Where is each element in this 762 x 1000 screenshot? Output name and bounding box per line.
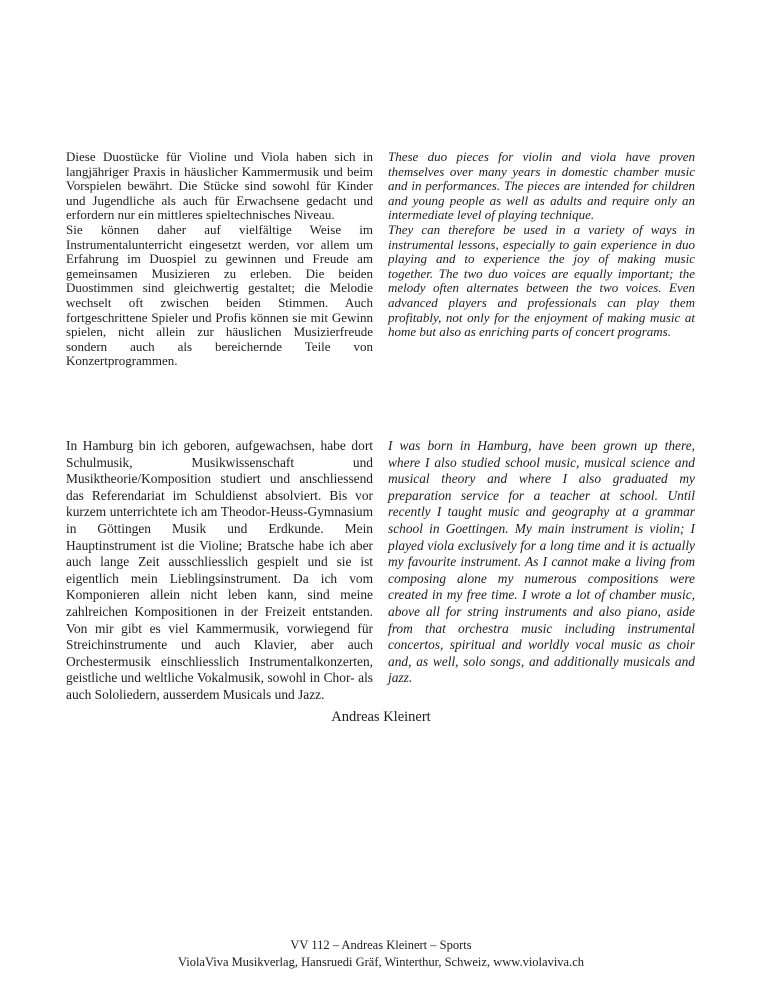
footer-catalog-line: VV 112 – Andreas Kleinert – Sports	[290, 938, 472, 952]
footer-publisher-line: ViolaViva Musikverlag, Hansruedi Gräf, Winterthur, Schweiz, www.violaviva.ch	[177, 955, 585, 969]
intro-german-paragraph-1: Diese Duostücke für Violine und Viola haben sich in langjähriger Praxis in häuslicher Kammermusik und beim Vorspielen bewährt. Die Stücke sind sowohl für Kinder und Jugendliche als auch für Erwachsene gedacht und erfordern nur ein mittleres spieltechnisches Niveau.	[66, 149, 373, 223]
intro-english-paragraph-2: They can therefore be used in a variety of ways in instrumental lessons, especially to gain experience in duo playing and to experience the joy of making music together. The two duo voices are equally important; the melody often alternates between the two voices. Even advanced players and professionals can play them profitably, not only for the enjoyment of making music at home but also as enriching parts of concert programs.	[388, 221, 695, 340]
intro-german-paragraph-2: Sie können daher auf vielfältige Weise im Instrumentalunterricht eingesetzt werden, vor allem um Erfahrung im Duospiel zu gewinnen und Freude am gemeinsamen Musizieren zu erleben. Die beiden Duostimmen sind gleichwertig gestaltet; die Melodie wechselt oft zwischen beiden Stimmen. Auch fortgeschrittene Spieler und Profis können sie mit Gewinn spielen, nicht allein zur häuslichen Musizierfreude sondern auch als bereichernde Teile von Konzertprogrammen.	[66, 221, 373, 369]
biography-german-column	[66, 438, 373, 704]
intro-german-column	[66, 150, 373, 369]
intro-english-column	[388, 150, 695, 369]
biography-english-paragraph: I was born in Hamburg, have been grown up there, where I also studied school music, musical science and musical theory and where I also graduated my preparation service for a teacher at school. Until recently I taught music and geography at a grammar school in Goettingen. My main instrument is violin; I played viola exclusively for a long time and it is actually my favourite instrument. As I cannot make a living from composing alone my numerous compositions were created in my free time. I wrote a lot of chamber music, above all for string instruments and also piano, aside from that orchestra music including instrumental concertos, spiritual and worldly vocal music as choir and, as well, solo songs, and additionally musicals and jazz.	[388, 438, 695, 686]
biography-german-paragraph: In Hamburg bin ich geboren, aufgewachsen, habe dort Schulmusik, Musikwissenschaft und Musiktheorie/Komposition studiert und anschliessend das Referendariat im Schuldienst absolviert. Bis vor kurzem unterrichtete ich am Theodor-Heuss-Gymnasium in Göttingen Musik und Erdkunde. Mein Hauptinstrument ist die Violine; Bratsche habe ich aber auch lange Zeit ausschliesslich gespielt und sie ist eigentlich mein Lieblingsinstrument. Da ich vom Komponieren allein nicht leben kann, sind meine zahlreichen Kompositionen in der Freizeit entstanden. Von mir gibt es viel Kammermusik, vorwiegend für Streichinstrumente und auch Klavier, aber auch Orchestermusik einschliesslich Instrumentalkonzerten, geistliche und weltliche Vokalmusik, sowohl in Chor- als auch Sololiedern, ausserdem Musicals und Jazz.	[66, 438, 373, 702]
biography-english-column	[388, 438, 695, 704]
author-signature: Andreas Kleinert	[331, 709, 431, 725]
intro-english-paragraph-1: These duo pieces for violin and viola have proven themselves over many years in domestic chamber music and in performances. The pieces are intended for children and young people as well as adults and require only an intermediate level of playing technique.	[388, 149, 695, 223]
page-footer	[0, 937, 762, 971]
biography-section	[66, 438, 695, 704]
intro-section	[66, 150, 695, 369]
